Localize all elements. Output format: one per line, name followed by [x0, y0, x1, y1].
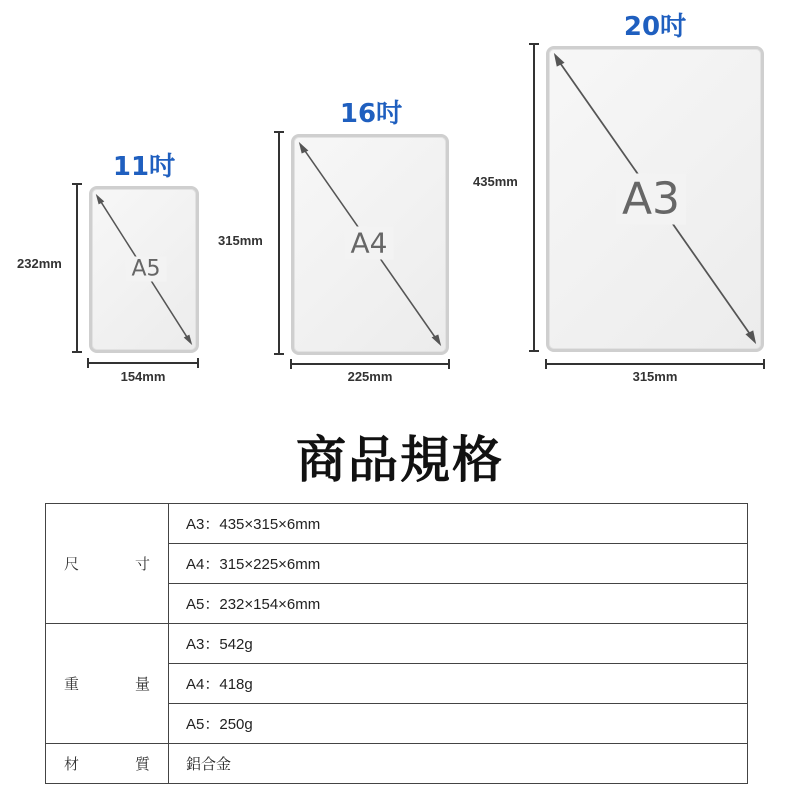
- category-size-char-2: 寸: [134, 555, 150, 573]
- spec-value-weight-a3: A3：542g: [169, 624, 748, 664]
- spec-value-material: 鋁合金: [169, 744, 748, 784]
- height-dimension-line-a5: [76, 184, 78, 352]
- frame-a3: [546, 46, 764, 352]
- spec-value-weight-a5: A5：250g: [169, 704, 748, 744]
- paper-label-a3: A3: [616, 174, 686, 225]
- size-label-11: 11吋: [112, 152, 176, 182]
- width-dimension-line-a3: [546, 363, 764, 365]
- category-size-char-1: 尺: [64, 555, 80, 573]
- size-label-20: 20吋: [623, 12, 687, 42]
- table-row: [46, 624, 748, 664]
- width-dimension-line-a5: [88, 362, 198, 364]
- category-material-char-1: 材: [64, 755, 80, 773]
- width-label-a5: 154mm: [120, 369, 166, 384]
- width-dimension-line-a4: [291, 363, 449, 365]
- category-size: [46, 504, 169, 624]
- table-row: [46, 744, 748, 784]
- spec-value-size-a3: A3：435×315×6mm: [169, 504, 748, 544]
- page-heading: 商品規格: [296, 431, 504, 489]
- spec-value-size-a4: A4：315×225×6mm: [169, 544, 748, 584]
- frame-a5: [89, 186, 199, 353]
- table-row: [46, 504, 748, 544]
- height-label-a3: 435mm: [473, 174, 518, 189]
- category-weight-char-1: 重: [64, 675, 80, 693]
- category-weight: [46, 624, 169, 744]
- spec-table: [45, 503, 748, 784]
- category-material: [46, 744, 169, 784]
- height-label-a4: 315mm: [218, 233, 263, 248]
- category-material-char-2: 質: [134, 755, 150, 773]
- spec-value-size-a5: A5：232×154×6mm: [169, 584, 748, 624]
- width-label-a3: 315mm: [632, 369, 678, 384]
- height-dimension-line-a4: [278, 132, 280, 354]
- paper-label-a5: A5: [125, 257, 166, 282]
- category-weight-char-2: 量: [134, 675, 150, 693]
- size-label-16: 16吋: [339, 99, 403, 129]
- paper-label-a4: A4: [345, 227, 394, 260]
- height-dimension-line-a3: [533, 44, 535, 351]
- frame-a4: [291, 134, 449, 355]
- width-label-a4: 225mm: [347, 369, 393, 384]
- spec-value-weight-a4: A4：418g: [169, 664, 748, 704]
- height-label-a5: 232mm: [17, 256, 62, 271]
